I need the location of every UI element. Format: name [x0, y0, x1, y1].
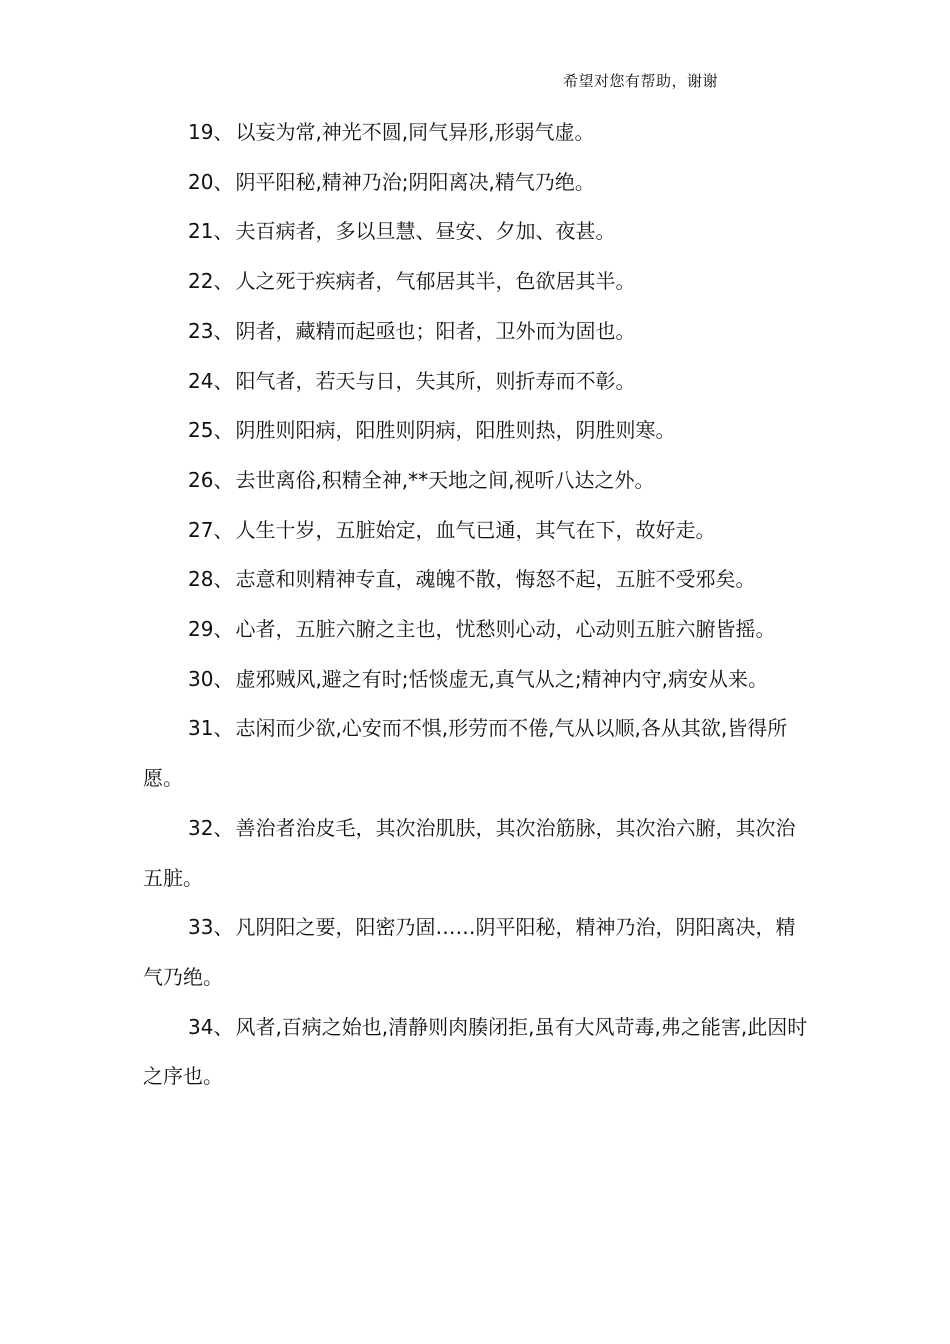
- quote-text: 人之死于疾病者，气郁居其半，色欲居其半。: [235, 269, 636, 294]
- quote-text: 夫百病者，多以旦慧、昼安、夕加、夜甚。: [235, 219, 616, 244]
- quote-text: 志意和则精神专直，魂魄不散，悔怒不起，五脏不受邪矣。: [235, 567, 756, 592]
- quote-number: 27、: [188, 517, 234, 542]
- quote-number: 20、: [188, 169, 234, 194]
- quote-text: 心者，五脏六腑之主也，忧愁则心动，心动则五脏六腑皆摇。: [235, 617, 776, 642]
- quote-text: 阴平阳秘,精神乃治;阴阳离决,精气乃绝。: [235, 169, 595, 194]
- quote-number: 22、: [188, 269, 234, 294]
- quote-number: 30、: [188, 666, 234, 691]
- quote-text: 人生十岁，五脏始定，血气已通，其气在下，故好走。: [235, 517, 716, 542]
- quote-31: [143, 704, 813, 803]
- page-header-note: 希望对您有帮助，谢谢: [563, 72, 719, 90]
- quote-text: 阴胜则阳病，阳胜则阴病，阳胜则热，阴胜则寒。: [235, 418, 676, 443]
- quote-32: [143, 804, 813, 903]
- quote-20: [143, 158, 813, 208]
- quote-text: 以妄为常,神光不圆,同气异形,形弱气虚。: [235, 120, 595, 144]
- quote-text: 风者,百病之始也,清静则肉腠闭拒,虽有大风苛毒,弗之能害,此因时之序也。: [143, 1014, 808, 1089]
- quote-22: [143, 257, 813, 307]
- quote-29: [143, 605, 813, 655]
- quote-34: [143, 1003, 813, 1102]
- quote-number: 26、: [188, 467, 234, 492]
- quote-23: [143, 307, 813, 357]
- quote-number: 29、: [188, 617, 234, 642]
- quote-number: 32、: [188, 815, 234, 840]
- quote-text: 凡阴阳之要，阳密乃固……阴平阳秘，精神乃治，阴阳离决，精气乃绝。: [143, 915, 796, 989]
- quote-text: 去世离俗,积精全神,**天地之间,视听八达之外。: [235, 467, 655, 492]
- quote-number: 33、: [188, 915, 234, 940]
- quote-number: 23、: [188, 318, 234, 343]
- quote-33: [143, 903, 813, 1002]
- quote-number: 19、: [188, 120, 234, 144]
- quote-25: [143, 406, 813, 456]
- quote-text: 志闲而少欲,心安而不惧,形劳而不倦,气从以顺,各从其欲,皆得所愿。: [143, 716, 788, 791]
- quote-text: 善治者治皮毛，其次治肌肤，其次治筋脉，其次治六腑，其次治五脏。: [143, 815, 796, 890]
- quote-number: 24、: [188, 368, 234, 393]
- quote-24: [143, 357, 813, 407]
- quote-text: 虚邪贼风,避之有时;恬惔虚无,真气从之;精神内守,病安从来。: [235, 666, 769, 691]
- quote-27: [143, 506, 813, 556]
- quote-30: [143, 655, 813, 705]
- quote-19: [143, 108, 813, 158]
- quote-28: [143, 555, 813, 605]
- quote-text: 阳气者，若天与日，失其所，则折寿而不彰。: [235, 368, 636, 393]
- quote-text: 阴者，藏精而起亟也；阳者，卫外而为固也。: [235, 318, 636, 343]
- quote-number: 21、: [188, 219, 234, 244]
- quote-number: 25、: [188, 418, 234, 443]
- quote-number: 28、: [188, 567, 234, 592]
- quote-number: 34、: [188, 1014, 234, 1039]
- quote-26: [143, 456, 813, 506]
- quote-number: 31、: [188, 716, 234, 741]
- quote-list: [143, 108, 813, 1102]
- quote-21: [143, 207, 813, 257]
